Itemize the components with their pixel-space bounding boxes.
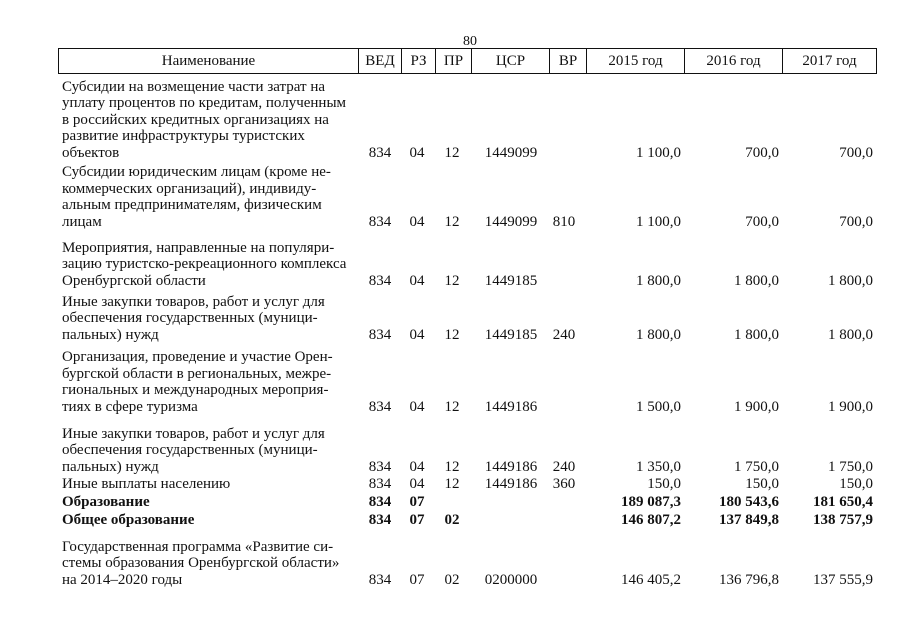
cell-2016: 180 543,6	[719, 493, 779, 510]
cell-2017: 138 757,9	[813, 511, 873, 528]
cell-csr: 1449099	[484, 213, 538, 230]
row-name: Мероприятия, направленные на популяризацию туристско-рекреационного комплекса Оренбургской области	[62, 239, 347, 289]
cell-2017: 1 800,0	[828, 326, 873, 343]
cell-rz: 04	[409, 144, 425, 161]
cell-pr: 12	[444, 326, 460, 343]
cell-ved: 834	[368, 398, 392, 415]
cell-ved: 834	[368, 511, 392, 528]
cell-rz: 07	[409, 493, 425, 510]
cell-ved: 834	[368, 326, 392, 343]
cell-csr: 1449185	[484, 326, 538, 343]
cell-csr: 0200000	[484, 571, 538, 588]
cell-rz: 04	[409, 213, 425, 230]
cell-rz: 04	[409, 398, 425, 415]
header-2016: 2016 год	[684, 49, 782, 73]
cell-2016: 136 796,8	[719, 571, 779, 588]
cell-ved: 834	[368, 493, 392, 510]
cell-2016: 700,0	[745, 144, 779, 161]
cell-pr: 12	[444, 144, 460, 161]
cell-pr: 12	[444, 475, 460, 492]
cell-2015: 146 807,2	[621, 511, 681, 528]
cell-2016: 1 750,0	[734, 458, 779, 475]
header-vr: ВР	[549, 49, 586, 73]
row-name: Общее образование	[62, 511, 195, 528]
cell-2015: 1 100,0	[636, 144, 681, 161]
cell-rz: 04	[409, 458, 425, 475]
cell-ved: 834	[368, 213, 392, 230]
cell-2017: 700,0	[839, 213, 873, 230]
row-name: Государственная программа «Развитие системы образования Оренбургской области» на 2014–2020 годы	[62, 538, 340, 588]
cell-2015: 150,0	[647, 475, 681, 492]
row-name: Организация, проведение и участие Оренбургской области в региональных, межрегиональных и международных мероприятиях в сфере туризма	[62, 349, 333, 415]
cell-2017: 1 800,0	[828, 272, 873, 289]
cell-csr: 1449099	[484, 144, 538, 161]
page-number: 80	[463, 34, 477, 49]
cell-ved: 834	[368, 571, 392, 588]
cell-pr: 12	[444, 272, 460, 289]
cell-rz: 04	[409, 475, 425, 492]
cell-csr: 1449185	[484, 272, 538, 289]
cell-2015: 1 100,0	[636, 213, 681, 230]
cell-ved: 834	[368, 144, 392, 161]
cell-ved: 834	[368, 272, 392, 289]
header-2017: 2017 год	[782, 49, 876, 73]
cell-2015: 189 087,3	[621, 493, 681, 510]
cell-2016: 150,0	[745, 475, 779, 492]
row-name: Субсидии юридическим лицам (кроме некоммерческих организаций), индивидуальным предпринимателям, физическим лицам	[62, 164, 331, 230]
cell-vr: 240	[552, 458, 576, 475]
row-name: Образование	[62, 493, 150, 510]
row-name: Иные закупки товаров, работ и услуг для обеспечения государственных (муниципальных) нужд	[62, 425, 325, 475]
cell-ved: 834	[368, 475, 392, 492]
cell-2016: 1 800,0	[734, 326, 779, 343]
cell-csr: 1449186	[484, 475, 538, 492]
cell-pr: 12	[444, 398, 460, 415]
cell-pr: 12	[444, 458, 460, 475]
header-ved: ВЕД	[358, 49, 401, 73]
row-name: Субсидии на возмещение части затрат на уплату процентов по кредитам, полученным в российских кредитных организациях на развитие инфраструктуры туристских объектов	[62, 78, 347, 161]
cell-2016: 137 849,8	[719, 511, 779, 528]
cell-pr: 02	[444, 511, 460, 528]
cell-2016: 700,0	[745, 213, 779, 230]
header-rz: РЗ	[401, 49, 435, 73]
cell-pr: 12	[444, 213, 460, 230]
cell-2015: 1 800,0	[636, 326, 681, 343]
cell-rz: 07	[409, 571, 425, 588]
cell-2016: 1 800,0	[734, 272, 779, 289]
cell-rz: 04	[409, 272, 425, 289]
header-2015: 2015 год	[586, 49, 684, 73]
header-csr: ЦСР	[471, 49, 549, 73]
cell-rz: 04	[409, 326, 425, 343]
cell-pr: 02	[444, 571, 460, 588]
cell-vr: 240	[552, 326, 576, 343]
cell-2016: 1 900,0	[734, 398, 779, 415]
cell-ved: 834	[368, 458, 392, 475]
header-name: Наименование	[161, 53, 256, 69]
header-pr: ПР	[435, 49, 471, 73]
cell-2015: 1 500,0	[636, 398, 681, 415]
cell-csr: 1449186	[484, 458, 538, 475]
cell-vr: 360	[552, 475, 576, 492]
cell-2017: 181 650,4	[813, 493, 873, 510]
cell-2015: 1 350,0	[636, 458, 681, 475]
cell-2017: 137 555,9	[813, 571, 873, 588]
cell-rz: 07	[409, 511, 425, 528]
row-name: Иные выплаты населению	[62, 475, 231, 492]
cell-csr: 1449186	[484, 398, 538, 415]
cell-2015: 146 405,2	[621, 571, 681, 588]
cell-2017: 1 900,0	[828, 398, 873, 415]
cell-2017: 700,0	[839, 144, 873, 161]
cell-2017: 1 750,0	[828, 458, 873, 475]
cell-vr: 810	[552, 213, 576, 230]
cell-2017: 150,0	[839, 475, 873, 492]
row-name: Иные закупки товаров, работ и услуг для обеспечения государственных (муниципальных) нужд	[62, 293, 325, 343]
cell-2015: 1 800,0	[636, 272, 681, 289]
